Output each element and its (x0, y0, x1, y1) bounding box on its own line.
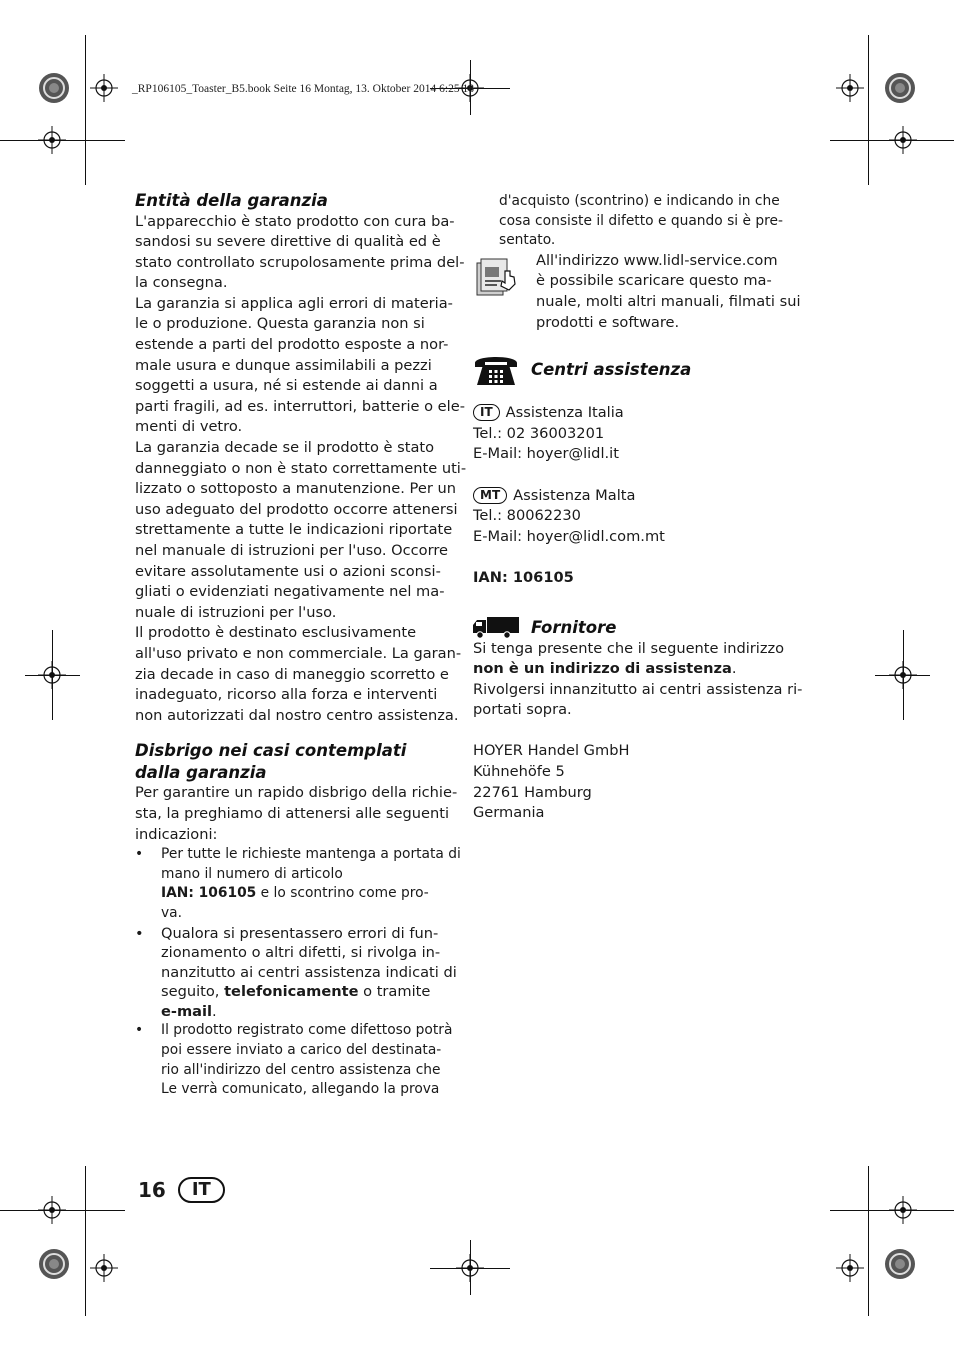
supplier-address: HOYER Handel GmbH Kühnehöfe 5 22761 Hamburg Germania (473, 742, 630, 822)
page-footer (138, 1177, 225, 1203)
left-column (135, 190, 467, 1100)
crosshair-icon (90, 1254, 118, 1282)
service-italy: IT Assistenza Italia Tel.: 02 36003201 E-Mail: hoyer@lidl.it (473, 404, 624, 463)
service-malta: MT Assistenza Malta Tel.: 80062230 E-Mail: hoyer@lidl.com.mt (473, 486, 665, 545)
crosshair-icon (38, 126, 66, 154)
list-item: • Qualora si presentassero errori di fun- zionamento o altri difetti, si rivolga in- nanzitutto ai centri assistenza indicati di seguito, telefonicamente o tramite e-mail. (135, 924, 457, 1020)
page-number: 16 (138, 1178, 166, 1202)
warranty-claims-intro: Per garantire un rapido disbrigo della richie- sta, la preghiamo di attenersi alle seguenti indicazioni: (135, 784, 458, 843)
supplier-header (473, 617, 798, 639)
delivery-truck-icon (473, 617, 519, 639)
list-item: • Per tutte le richieste mantenga a portata di mano il numero di articolo IAN: 106105 e lo scontrino come pro- va. (135, 846, 461, 921)
crop-mark (85, 35, 86, 185)
registration-target-icon (38, 72, 70, 104)
print-file-info: _RP106105_Toaster_B5.book Seite 16 Montag, 13. Oktober 2014 6:25 18 (132, 83, 474, 95)
registration-target-icon (884, 1248, 916, 1280)
warranty-scope-paragraph-4: Il prodotto è destinato esclusivamente all'uso privato e non commerciale. La garan- zia decade in caso di maneggio scorretto e inadeguato, ricorso alla forza e interventi non autorizzati dal nostro centro assistenza. (135, 624, 462, 724)
crosshair-icon (889, 661, 917, 689)
warranty-scope-paragraph-1: L'apparecchio è stato prodotto con cura ba- sandosi su severe direttive di qualità ed è stato controllato scrupolosamente prima del- la consegna. (135, 212, 465, 292)
ian-number: IAN: 106105 (473, 568, 574, 586)
telephone-icon (473, 351, 519, 389)
download-note: All'indirizzo www.lidl-service.com è possibile scaricare questo ma- nuale, molti altri manuali, filmati sui prodotti e software. (473, 251, 798, 333)
registration-target-icon (884, 72, 916, 104)
country-badge-it: IT (473, 404, 500, 421)
crosshair-icon (836, 74, 864, 102)
crosshair-icon (38, 661, 66, 689)
right-column (473, 192, 803, 824)
country-badge-mt: MT (473, 487, 507, 504)
warranty-scope-paragraph-3: La garanzia decade se il prodotto è stato danneggiato o non è stato correttamente uti- lizzato o sottoposto a manutenzione. Per un uso adeguato del prodotto occorre attenersi strettamente a tutte le indicazioni riportate nel manuale di istruzioni per l'uso. Occorre evitare assolutamente usi o azioni sconsi- gliati o evidenziati negativamente nel ma- nuale di istruzioni per l'uso. (135, 439, 467, 621)
crop-mark (868, 35, 869, 185)
crosshair-icon (38, 1196, 66, 1224)
language-badge: IT (178, 1177, 225, 1203)
warranty-scope-paragraph-2: La garanzia si applica agli errori di materia- le o produzione. Questa garanzia non si estende a parti del prodotto esposte a nor- male usura e dunque assimilabili a pezzi soggetti a usura, né si estende ai danni a parti fragili, ad es. interruttori, batterie o ele- menti di vetro. (135, 294, 465, 436)
crosshair-icon (456, 1254, 484, 1282)
crosshair-icon (889, 126, 917, 154)
warranty-claims-bullet-continuation: d'acquisto (scontrino) e indicando in che cosa consiste il difetto e quando si è pre- sentato. (499, 193, 783, 249)
warranty-scope-heading: Entità della garanzia (135, 191, 328, 210)
list-item: • Il prodotto registrato come difettoso potrà poi essere inviato a carico del destinata- rio all'indirizzo del centro assistenza che Le verrà comunicato, allegando la prova (135, 1022, 453, 1098)
warranty-claims-heading: Disbrigo nei casi contemplati dalla garanzia (135, 741, 407, 782)
crosshair-icon (90, 74, 118, 102)
crosshair-icon (889, 1196, 917, 1224)
crop-mark (868, 1166, 869, 1316)
download-manual-icon (475, 255, 519, 299)
crop-mark (85, 1166, 86, 1316)
crosshair-icon (836, 1254, 864, 1282)
service-centers-header (473, 351, 798, 389)
supplier-note: Si tenga presente che il seguente indirizzo non è un indirizzo di assistenza. Rivolgersi innanzitutto ai centri assistenza ri- portati sopra. (473, 639, 803, 719)
service-centers-heading: Centri assistenza (531, 360, 692, 380)
supplier-heading: Fornitore (531, 617, 617, 637)
registration-target-icon (38, 1248, 70, 1280)
